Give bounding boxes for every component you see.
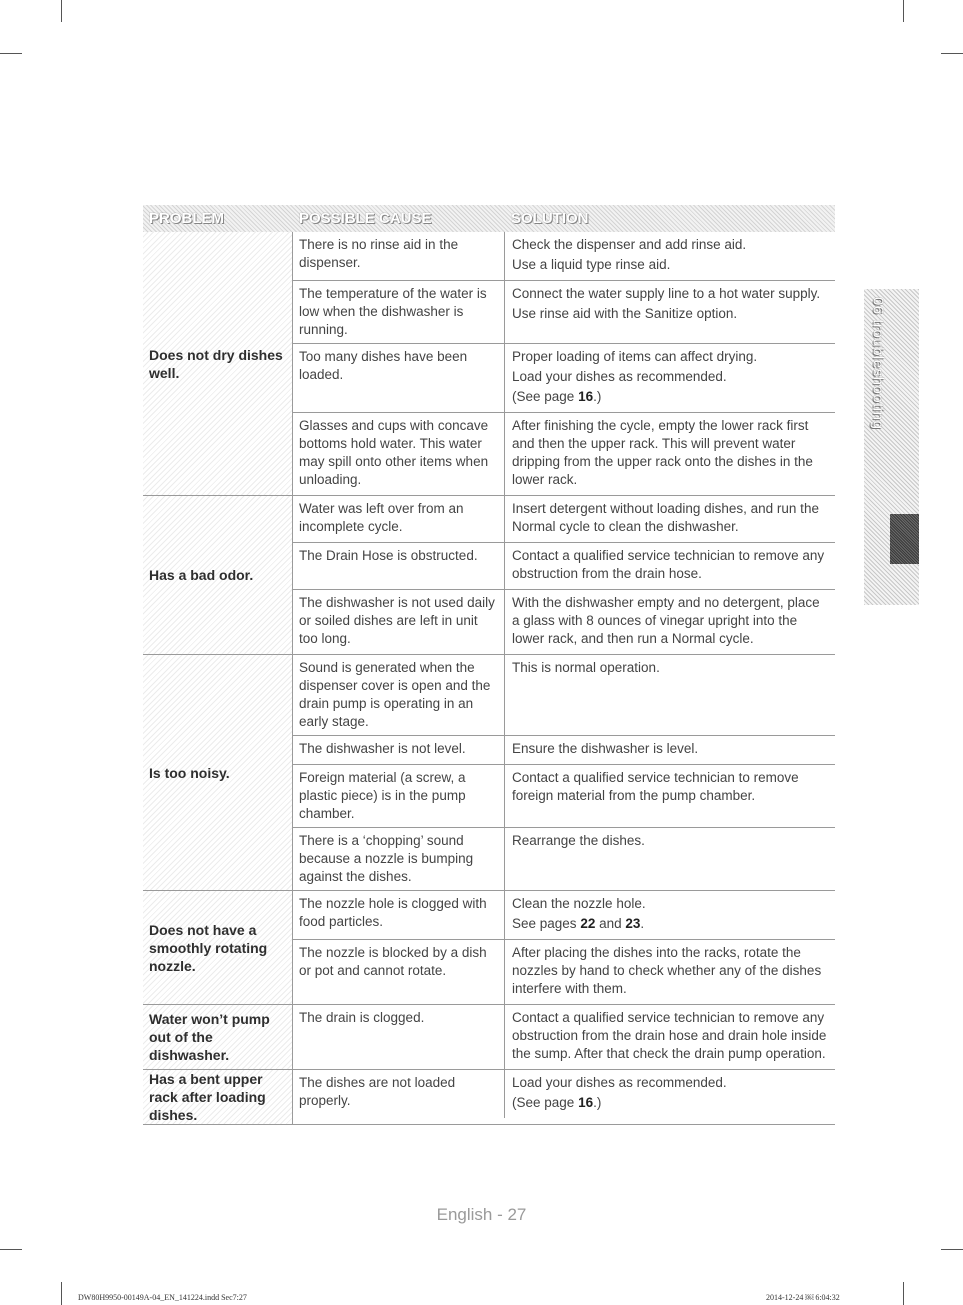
problem-cell — [143, 1005, 293, 1069]
possible-cause-cell: Too many dishes have been loaded. — [293, 344, 505, 412]
possible-cause-cell: The nozzle hole is clogged with food particles. — [293, 891, 505, 939]
header-possible-cause: POSSIBLE CAUSE — [299, 210, 432, 227]
problem-cell — [143, 232, 293, 495]
crop-mark — [941, 53, 963, 54]
table-row — [293, 343, 835, 412]
problem-group — [143, 1005, 835, 1070]
solution-cell — [505, 344, 835, 412]
solution-line: Load your dishes as recommended. — [512, 369, 727, 384]
section-tab-label — [864, 297, 892, 447]
solution-line: (See page 16.) — [512, 389, 602, 404]
possible-cause-cell: Sound is generated when the dispenser cover is open and the drain pump is operating in an early stage. — [293, 655, 505, 735]
solution-line: Ensure the dishwasher is level. — [512, 741, 699, 756]
solution-cell — [505, 891, 835, 939]
problem-group — [143, 496, 835, 655]
possible-cause-cell: The nozzle is blocked by a dish or pot and cannot rotate. — [293, 940, 505, 1004]
solution-cell — [505, 1005, 835, 1069]
solution-cell — [505, 496, 835, 542]
possible-cause-cell: The drain is clogged. — [293, 1005, 505, 1069]
table-row — [293, 827, 835, 890]
solution-cell — [505, 413, 835, 495]
possible-cause-cell: Water was left over from an incomplete cycle. — [293, 496, 505, 542]
problem-text: Water won’t pump out of the dishwasher. — [149, 1011, 270, 1063]
problem-cell — [143, 655, 293, 890]
table-row — [293, 939, 835, 1004]
table-row — [293, 496, 835, 542]
table-row — [293, 1070, 835, 1118]
crop-mark — [903, 1282, 904, 1305]
possible-cause-cell: The temperature of the water is low when the dishwasher is running. — [293, 281, 505, 343]
solution-line: With the dishwasher empty and no detergent, place a glass with 8 ounces of vinegar upright into the lower rack, and then run a Normal cycle. — [512, 595, 820, 646]
solution-line: Contact a qualified service technician to remove any obstruction from the drain hose and drain hole inside the sump. After that check the drain pump operation. — [512, 1010, 827, 1061]
problem-cell — [143, 891, 293, 1004]
solution-line: Rearrange the dishes. — [512, 833, 645, 848]
table-row — [293, 412, 835, 495]
problem-text: Does not have a smoothly rotating nozzle. — [149, 921, 268, 974]
possible-cause-cell: The dishes are not loaded properly. — [293, 1070, 505, 1118]
cause-rows — [293, 496, 835, 654]
problem-text: Has a bent upper rack after loading dishes. — [149, 1071, 266, 1123]
problem-text: Does not dry dishes well. — [149, 346, 283, 381]
possible-cause-cell: The Drain Hose is obstructed. — [293, 543, 505, 589]
solution-line: Check the dispenser and add rinse aid. — [512, 237, 747, 252]
solution-line: Load your dishes as recommended. — [512, 1075, 727, 1090]
solution-cell — [505, 590, 835, 654]
page-number: English - 27 — [436, 1205, 527, 1224]
possible-cause-cell: There is no rinse aid in the dispenser. — [293, 232, 505, 280]
possible-cause-cell: The dishwasher is not level. — [293, 736, 505, 764]
solution-line: This is normal operation. — [512, 660, 660, 675]
table-row — [293, 280, 835, 343]
solution-line: After finishing the cycle, empty the lower rack first and then the upper rack. This will prevent water dripping from the upper rack onto the dishes in the lower rack. — [512, 418, 813, 487]
problem-group — [143, 232, 835, 496]
solution-cell — [505, 281, 835, 343]
solution-cell — [505, 232, 835, 280]
solution-line: Insert detergent without loading dishes, and run the Normal cycle to clean the dishwasher. — [512, 501, 819, 534]
possible-cause-cell: Foreign material (a screw, a plastic piece) is in the pump chamber. — [293, 765, 505, 827]
crop-mark — [903, 0, 904, 22]
solution-cell — [505, 828, 835, 890]
problem-cell — [143, 496, 293, 654]
solution-cell — [505, 543, 835, 589]
solution-line: Use a liquid type rinse aid. — [512, 257, 671, 272]
cause-rows — [293, 655, 835, 890]
problem-text: Is too noisy. — [149, 764, 230, 781]
table-row — [293, 232, 835, 280]
solution-cell — [505, 765, 835, 827]
page-reference: 16 — [578, 389, 594, 404]
crop-mark — [941, 1249, 963, 1250]
table-body — [143, 232, 835, 1125]
problem-text: Has a bad odor. — [149, 567, 254, 583]
solution-cell — [505, 1070, 835, 1118]
solution-line: Contact a qualified service technician to remove any obstruction from the drain hose. — [512, 548, 825, 581]
header-solution: SOLUTION — [511, 210, 589, 227]
possible-cause-cell: The dishwasher is not used daily or soiled dishes are left in unit too long. — [293, 590, 505, 654]
cause-rows — [293, 1005, 835, 1069]
crop-mark — [61, 0, 62, 22]
solution-cell — [505, 736, 835, 764]
header-problem: PROBLEM — [149, 210, 224, 227]
possible-cause-cell: Glasses and cups with concave bottoms hold water. This water may spill onto other items when unloading. — [293, 413, 505, 495]
solution-cell — [505, 940, 835, 1004]
table-row — [293, 1005, 835, 1069]
solution-cell — [505, 655, 835, 735]
troubleshooting-table — [143, 205, 835, 1125]
table-row — [293, 589, 835, 654]
table-row — [293, 655, 835, 735]
crop-mark — [0, 1249, 22, 1250]
solution-line: (See page 16.) — [512, 1095, 602, 1110]
solution-line: Clean the nozzle hole. — [512, 896, 646, 911]
possible-cause-cell: There is a ‘chopping’ sound because a nozzle is bumping against the dishes. — [293, 828, 505, 890]
table-row — [293, 764, 835, 827]
cause-rows — [293, 232, 835, 495]
crop-mark — [61, 1282, 62, 1305]
table-row — [293, 542, 835, 589]
table-row — [293, 891, 835, 939]
crop-mark — [0, 53, 22, 54]
problem-group — [143, 655, 835, 891]
problem-group — [143, 891, 835, 1005]
page-reference: 23 — [625, 916, 641, 931]
page-reference: 22 — [580, 916, 596, 931]
problem-group — [143, 1070, 835, 1125]
solution-line: Contact a qualified service technician to remove foreign material from the pump chamber. — [512, 770, 799, 803]
section-tab-marker — [890, 514, 919, 564]
solution-line: After placing the dishes into the racks, rotate the nozzles by hand to check whether any of the dishes interfere with them. — [512, 945, 822, 996]
problem-cell — [143, 1070, 293, 1124]
page-reference: 16 — [578, 1095, 594, 1110]
solution-line: See pages 22 and 23. — [512, 916, 645, 931]
cause-rows — [293, 1070, 835, 1124]
table-row — [293, 735, 835, 764]
solution-line: Use rinse aid with the Sanitize option. — [512, 306, 738, 321]
section-tab-text: 06 troubleshooting — [869, 297, 887, 430]
imprint-date: 2014-12-24 ￼ 6:04:32 — [766, 1293, 840, 1302]
solution-line: Proper loading of items can affect drying. — [512, 349, 758, 364]
cause-rows — [293, 891, 835, 1004]
imprint-file: DW80H9950-00149A-04_EN_141224.indd Sec7:27 — [78, 1293, 247, 1302]
solution-line: Connect the water supply line to a hot water supply. — [512, 286, 821, 301]
table-header — [143, 205, 835, 232]
